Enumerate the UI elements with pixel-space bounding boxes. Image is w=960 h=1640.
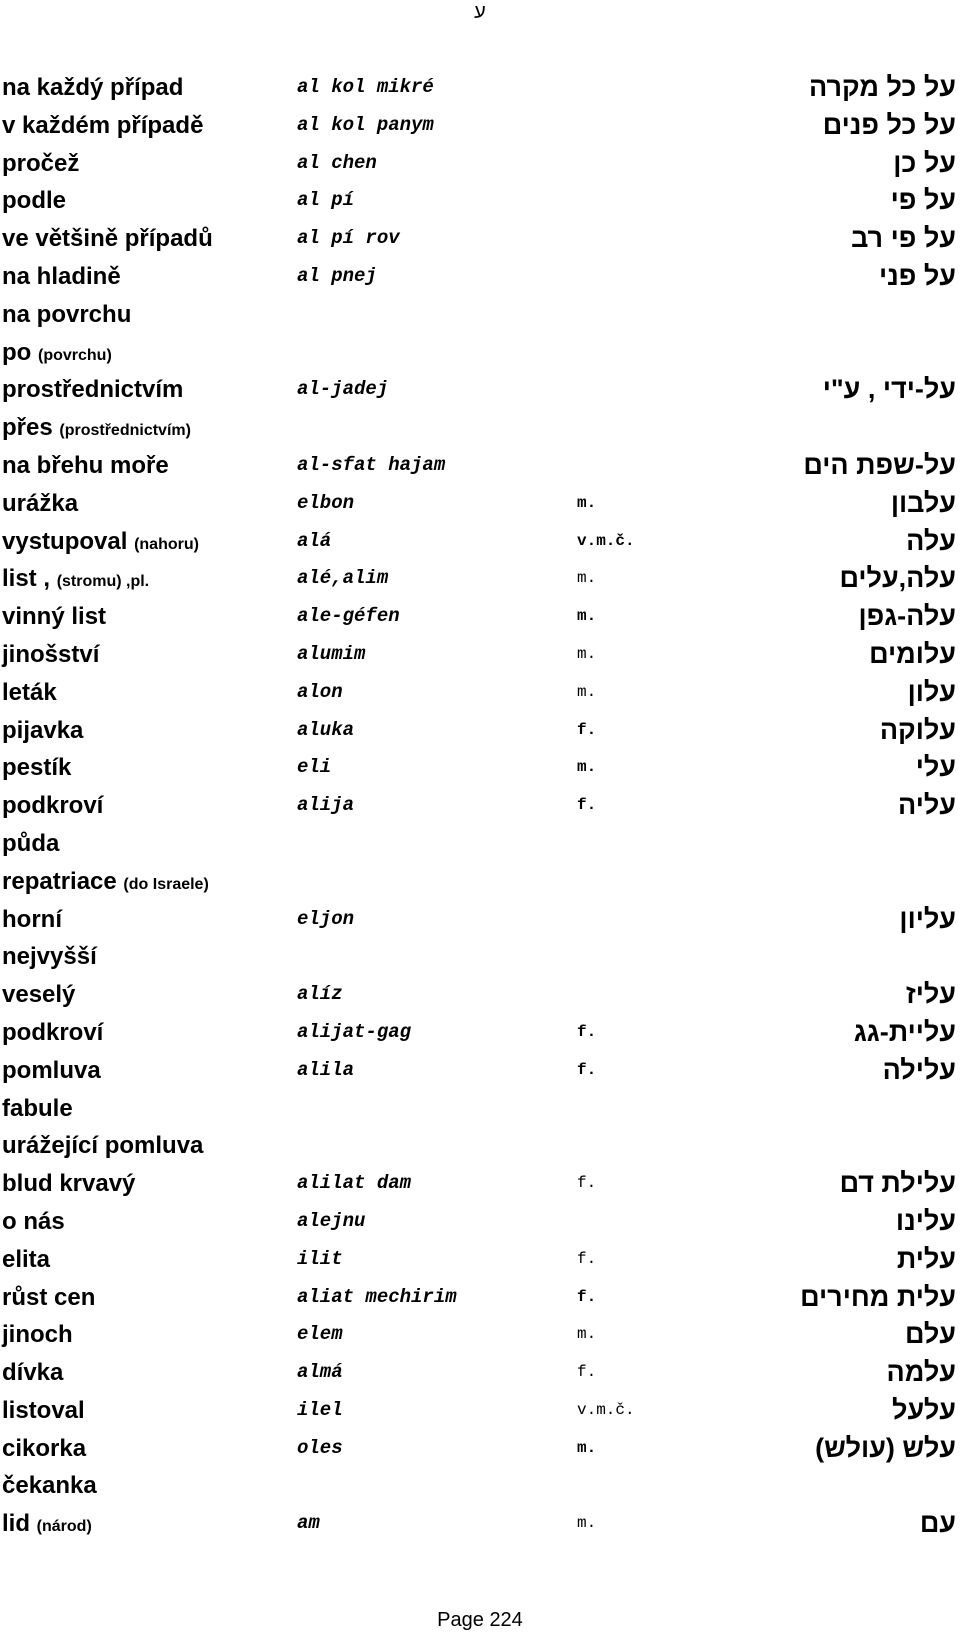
grammar-tag: v.m.č. [577, 531, 635, 550]
page-header-letter: ע [474, 1, 486, 23]
transliteration: al chen [297, 151, 377, 174]
transliteration: alejnu [297, 1209, 366, 1232]
dictionary-entries [0, 69, 960, 1543]
transliteration: ilel [297, 1398, 343, 1421]
transliteration: oles [297, 1436, 343, 1459]
entry-row [0, 1279, 960, 1317]
hebrew-term: על כל מקרה [809, 72, 956, 102]
grammar-tag: m. [577, 644, 597, 663]
transliteration: alon [297, 680, 343, 703]
entry-row [0, 636, 960, 674]
transliteration: alumim [297, 642, 366, 665]
hebrew-term: עלית מחירים [800, 1281, 956, 1312]
transliteration: alila [297, 1058, 355, 1081]
transliteration: alé,alim [297, 567, 389, 590]
hebrew-term: עלי [915, 752, 956, 783]
transliteration: ale-géfen [297, 605, 400, 628]
czech-term: o nás [2, 1207, 65, 1235]
czech-term: blud krvavý [2, 1170, 136, 1198]
hebrew-term: עם [919, 1508, 956, 1539]
grammar-tag: f. [577, 1363, 597, 1382]
entry-row [0, 69, 960, 107]
grammar-tag: f. [577, 1022, 597, 1041]
transliteration: ilit [297, 1247, 343, 1270]
hebrew-term: עליון [899, 903, 956, 934]
entry-row [0, 107, 960, 145]
grammar-tag: m. [577, 569, 597, 588]
entry-row [0, 1241, 960, 1279]
entry-row [0, 485, 960, 523]
czech-note: (prostřednictvím) [59, 422, 191, 440]
transliteration: al kol mikré [297, 76, 434, 98]
grammar-tag: m. [577, 1325, 597, 1344]
grammar-tag: m. [577, 682, 597, 701]
czech-term: listoval [2, 1396, 85, 1424]
grammar-tag: m. [577, 607, 597, 626]
hebrew-term: עליז [905, 979, 956, 1010]
entry-row [0, 447, 960, 485]
czech-term: na povrchu [2, 300, 132, 328]
hebrew-term: עלם [904, 1319, 956, 1350]
czech-term: po (povrchu) [2, 338, 112, 366]
czech-note: (povrchu) [38, 346, 112, 364]
czech-note: (do Israele) [123, 875, 209, 893]
entry-row [0, 1052, 960, 1090]
czech-term: na hladině [2, 262, 121, 290]
transliteration: alíz [297, 983, 343, 1006]
entry-row [0, 863, 960, 901]
hebrew-term: עלה-גפן [858, 601, 956, 632]
czech-term: veselý [2, 981, 76, 1009]
entry-row [0, 1014, 960, 1052]
czech-term: pestík [2, 754, 72, 782]
czech-term: půda [2, 829, 60, 857]
transliteration: eljon [297, 907, 355, 930]
hebrew-term: עלה [906, 525, 956, 556]
czech-term: podkroví [2, 792, 104, 820]
entry-row [0, 712, 960, 750]
grammar-tag: v.m.č. [577, 1400, 635, 1419]
czech-term: jinoch [2, 1321, 73, 1349]
entry-row [0, 1090, 960, 1128]
czech-note: (nahoru) [134, 535, 199, 553]
hebrew-term: עליה [898, 790, 956, 821]
grammar-tag: m. [577, 758, 597, 777]
entry-row [0, 334, 960, 372]
czech-term: ve většině případů [2, 225, 213, 253]
hebrew-term: עלון [907, 676, 956, 707]
entry-row [0, 258, 960, 296]
entry-row [0, 976, 960, 1014]
entry-row [0, 371, 960, 409]
hebrew-term: עלינו [895, 1205, 956, 1236]
czech-term: horní [2, 905, 62, 933]
czech-term: pročež [2, 149, 80, 177]
transliteration: aluka [297, 718, 355, 741]
czech-term: růst cen [2, 1283, 96, 1311]
czech-term: urážka [2, 489, 79, 517]
transliteration: al kol panym [297, 113, 434, 136]
czech-note: (národ) [36, 1518, 92, 1536]
transliteration: eli [297, 756, 332, 779]
hebrew-term: עלית [896, 1243, 956, 1274]
czech-term: urážející pomluva [2, 1132, 204, 1160]
hebrew-term: על כל פנים [822, 109, 956, 140]
transliteration: alá [297, 529, 332, 552]
czech-term: čekanka [2, 1472, 97, 1500]
czech-term: fabule [2, 1094, 73, 1122]
czech-term: pijavka [2, 716, 84, 744]
hebrew-term: על פני [878, 260, 956, 291]
entry-row [0, 901, 960, 939]
entry-row [0, 1203, 960, 1241]
entry-row [0, 560, 960, 598]
entry-row [0, 749, 960, 787]
czech-term: elita [2, 1245, 51, 1273]
hebrew-term: על-שפת הים [803, 449, 956, 480]
transliteration: al-sfat hajam [297, 453, 446, 476]
entry-row [0, 1165, 960, 1203]
entry-row [0, 220, 960, 258]
entry-row [0, 1467, 960, 1505]
czech-term: přes (prostřednictvím) [2, 414, 191, 442]
entry-row [0, 1354, 960, 1392]
grammar-tag: m. [577, 493, 597, 512]
czech-term: na každý případ [2, 74, 184, 101]
hebrew-term: עלש (עולש) [815, 1432, 956, 1463]
entry-row [0, 409, 960, 447]
entry-row [0, 825, 960, 863]
entry-row [0, 674, 960, 712]
czech-term: dívka [2, 1359, 64, 1387]
czech-term: na břehu moře [2, 451, 169, 479]
hebrew-term: עלומים [869, 638, 956, 669]
hebrew-term: עלה,עלים [839, 563, 956, 594]
transliteration: al pí rov [297, 227, 400, 250]
transliteration: alija [297, 794, 355, 817]
grammar-tag: f. [577, 1249, 597, 1268]
hebrew-term: על-ידי , ע"י [822, 374, 956, 405]
entry-row [0, 1505, 960, 1543]
hebrew-term: עלילת דם [839, 1168, 956, 1199]
czech-term: nejvyšší [2, 943, 97, 971]
czech-term: leták [2, 678, 57, 706]
entry-row [0, 938, 960, 976]
czech-term: vinný list [2, 603, 107, 631]
transliteration: al pnej [297, 264, 377, 287]
czech-term: podle [2, 187, 66, 215]
czech-term: jinošství [2, 640, 100, 668]
czech-note: (stromu) ,pl. [56, 573, 150, 591]
hebrew-term: עלילה [882, 1054, 956, 1085]
hebrew-term: על פי [890, 185, 956, 216]
entry-row [0, 1316, 960, 1354]
transliteration: alilat dam [297, 1172, 412, 1195]
grammar-tag: m. [577, 1514, 597, 1533]
entry-row [0, 598, 960, 636]
grammar-tag: f. [577, 1174, 597, 1193]
transliteration: al-jadej [297, 378, 389, 401]
hebrew-term: על כן [893, 147, 956, 178]
transliteration: al pí [297, 189, 355, 212]
entry-row [0, 523, 960, 561]
transliteration: almá [297, 1361, 343, 1384]
czech-term: v každém případě [2, 111, 204, 139]
entry-row [0, 1392, 960, 1430]
hebrew-term: עלבון [890, 487, 956, 518]
czech-term: vystupoval (nahoru) [2, 527, 199, 555]
grammar-tag: f. [577, 720, 597, 739]
hebrew-term: עלמה [886, 1357, 956, 1388]
entry-row [0, 145, 960, 183]
czech-term: podkroví [2, 1018, 104, 1046]
grammar-tag: m. [577, 1438, 597, 1457]
czech-term: prostřednictvím [2, 376, 184, 404]
transliteration: elbon [297, 491, 355, 514]
page-number: Page 224 [437, 1609, 523, 1631]
entry-row [0, 1430, 960, 1468]
entry-row [0, 182, 960, 220]
hebrew-term: עליית-גג [853, 1016, 956, 1047]
czech-term: list , (stromu) ,pl. [2, 565, 150, 593]
transliteration: aliat mechirim [297, 1285, 457, 1308]
entry-row [0, 296, 960, 334]
czech-term: pomluva [2, 1056, 101, 1084]
hebrew-term: עלעל [892, 1394, 956, 1425]
grammar-tag: f. [577, 1287, 597, 1306]
hebrew-term: עלוקה [879, 714, 956, 745]
entry-row [0, 1127, 960, 1165]
grammar-tag: f. [577, 1060, 597, 1079]
grammar-tag: f. [577, 796, 597, 815]
transliteration: am [297, 1512, 320, 1535]
transliteration: elem [297, 1323, 343, 1346]
transliteration: alijat-gag [297, 1020, 412, 1043]
entry-row [0, 787, 960, 825]
czech-term: repatriace (do Israele) [2, 867, 209, 895]
hebrew-term: על פי רב [851, 223, 956, 254]
czech-term: cikorka [2, 1434, 87, 1462]
czech-term: lid (národ) [2, 1510, 92, 1538]
